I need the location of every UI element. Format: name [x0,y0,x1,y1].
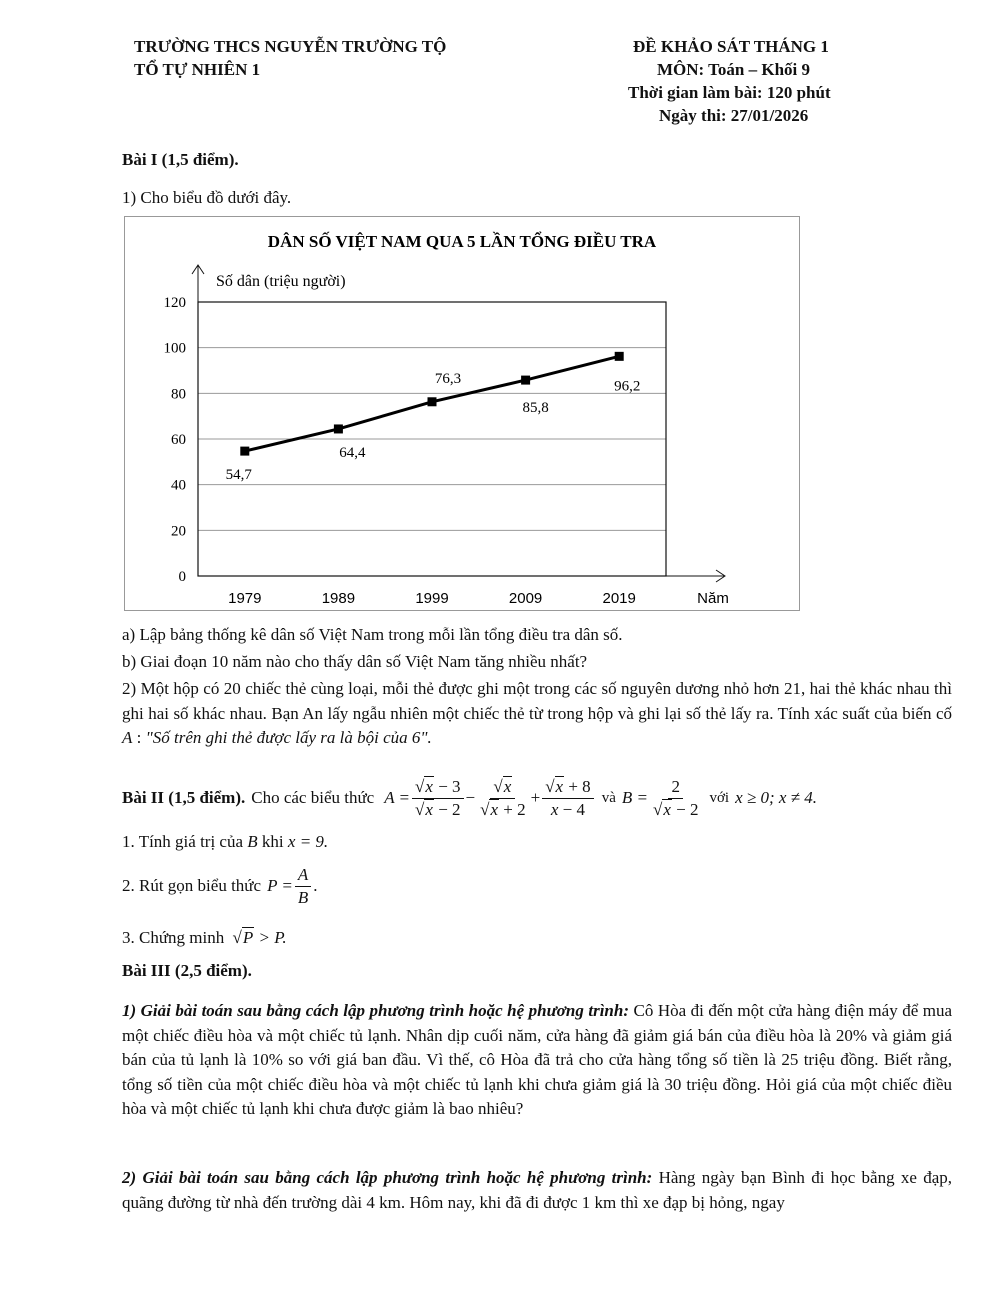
y-tick-label: 80 [171,386,186,403]
y-tick-label: 100 [163,340,186,357]
section-1-title: Bài I (1,5 điểm). [122,150,239,169]
fraction-a1: $\frac{√x - 3}{√x - 2}$ [412,777,463,820]
event-description: "Số trên ghi thẻ được lấy ra là bội của 6". [145,728,432,747]
data-point-marker [334,424,343,433]
domain-condition: x ≥ 0; x ≠ 4. [735,788,817,807]
x-tick-label: 2019 [602,590,636,607]
data-value-label: 96,2 [614,378,641,395]
exam-subject: MÔN: Toán – Khối 9 [657,60,811,79]
problem-1-body: Cô Hòa đi đến một cửa hàng điện máy để mua một chiếc điều hòa và một chiếc tủ lạnh. Nhân dịp cuối năm, cửa hàng đã giảm giá bán của điều hòa là 20% và giảm giá bán của tủ lạnh là 10% so với giá ban đầu. Vì thế, cô Hòa đã trả cho cửa hàng tổng số tiền là 25 triệu đồng. Biết rằng, tổng số tiền của một chiếc điều hòa và một chiếc tủ lạnh khi chưa giảm giá là 30 triệu đồng. Hỏi giá của một chiếc điều hòa và một chiếc tủ lạnh khi chưa được giảm là bao nhiêu? [122,1001,952,1118]
y-tick-label: 60 [171,432,186,448]
data-value-label: 54,7 [225,467,252,484]
exam-duration: Thời gian làm bài: 120 phút [628,83,831,102]
question-2-1 [122,830,328,854]
problem-1-lead: 1) Giải bài toán sau bằng cách lập phương trình hoặc hệ phương trình: [122,1001,630,1020]
y-axis-label: Số dân (triệu người) [216,273,346,290]
event-variable: A [122,728,133,747]
expression-b-label: B = [621,788,648,807]
population-chart-frame [124,216,800,611]
question-2-3 [122,926,287,950]
x-equals-9: x = 9. [287,832,329,851]
exam-title: ĐỀ KHẢO SÁT THÁNG 1 [633,37,829,56]
section-3-problem-1 [122,999,952,1122]
data-value-label: 64,4 [339,444,366,461]
question-1a: a) Lập bảng thống kê dân số Việt Nam trong mỗi lần tổng điều tra dân số. [122,625,623,644]
p-equals: P = [267,876,293,895]
data-value-label: 76,3 [434,370,462,387]
inequality-sqrt-p: √P > P. [232,928,287,947]
section-3-title: Bài III (2,5 điểm). [122,961,252,980]
y-tick-label: 0 [178,569,186,585]
question-2-3-text: 3. Chứng minh [122,928,225,947]
question-2-2-text: 2. Rút gọn biểu thức [122,876,262,895]
data-point-marker [240,447,249,456]
data-point-marker [428,397,437,406]
x-tick-label: 2009 [508,590,543,607]
with-word: với [709,790,730,806]
y-tick-label: 20 [171,523,186,540]
question-2-text [122,677,952,751]
chart-title: DÂN SỐ VIỆT NAM QUA 5 LẦN TỔNG ĐIỀU TRA [267,232,657,251]
fraction-b: $\frac{2}{√x - 2}$ [652,776,699,819]
population-line-chart [124,216,800,611]
department-name: TỔ TỰ NHIÊN 1 [134,60,261,79]
question-2-1-when: khi [261,832,284,851]
fraction-p: $\frac{A}{B}$ [295,865,311,908]
fraction-a3: $\frac{√x + 8}{x - 4}$ [542,777,593,820]
problem-2-lead: 2) Giải bài toán sau bằng cách lập phương trình hoặc hệ phương trình: [122,1168,653,1187]
question-1-intro: 1) Cho biểu đồ dưới đây. [122,188,292,207]
event-colon: : [132,728,146,747]
y-tick-label: 40 [171,477,186,494]
exam-date: Ngày thi: 27/01/2026 [659,106,809,125]
school-name: TRƯỜNG THCS NGUYỄN TRƯỜNG TỘ [134,37,447,56]
expression-a-label: A = [384,788,411,807]
data-value-label: 85,8 [522,400,549,417]
x-tick-label: 1999 [415,590,449,607]
x-axis-label: Năm [697,590,729,607]
question-2-1-text: 1. Tính giá trị của [122,832,244,851]
section-2-statement: Bài II (1,5 điểm). Cho các biểu thức A = $\frac{√x - 3}{√x - 2}$ − $\frac{√x}{√x + 2}$ + $\frac{√x + 8}{x - 4}$ và B = $\frac{2}{√x - 2}$ với x ≥ 0; x ≠ 4. [122,776,817,819]
question-2-body: 2) Một hộp có 20 chiếc thẻ cùng loại, mỗi thẻ được ghi một trong các số nguyên dương nhỏ hơn 21, hai thẻ khác nhau thì ghi hai số khác nhau. Bạn An lấy ngẫu nhiên một chiếc thẻ từ trong hộp và ghi lại số thẻ lấy ra. Tính xác suất của biến cố [122,679,952,723]
section-3-problem-2 [122,1166,952,1215]
x-tick-label: 1989 [321,590,356,607]
y-tick-label: 120 [163,295,186,311]
data-point-marker [521,376,530,385]
and-word: và [601,790,616,806]
data-point-marker [615,352,624,361]
x-tick-label: 1979 [228,590,262,607]
fraction-a2: $\frac{√x}{√x + 2}$ [480,776,526,819]
var-b: B [247,832,258,851]
problem-2-body: Hàng ngày bạn Bình đi học bằng xe đạp, quãng đường từ nhà đến trường dài 4 km. Hôm nay, khi đã đi được 1 km thì xe đạp bị hỏng, ngay [122,1168,952,1212]
section-2-intro: Cho các biểu thức [251,788,375,807]
section-2-title: Bài II (1,5 điểm). [122,788,246,807]
question-2-2: 2. Rút gọn biểu thức P = $\frac{A}{B}$ . [122,864,318,907]
question-1b: b) Giai đoạn 10 năm nào cho thấy dân số Việt Nam tăng nhiều nhất? [122,652,588,671]
